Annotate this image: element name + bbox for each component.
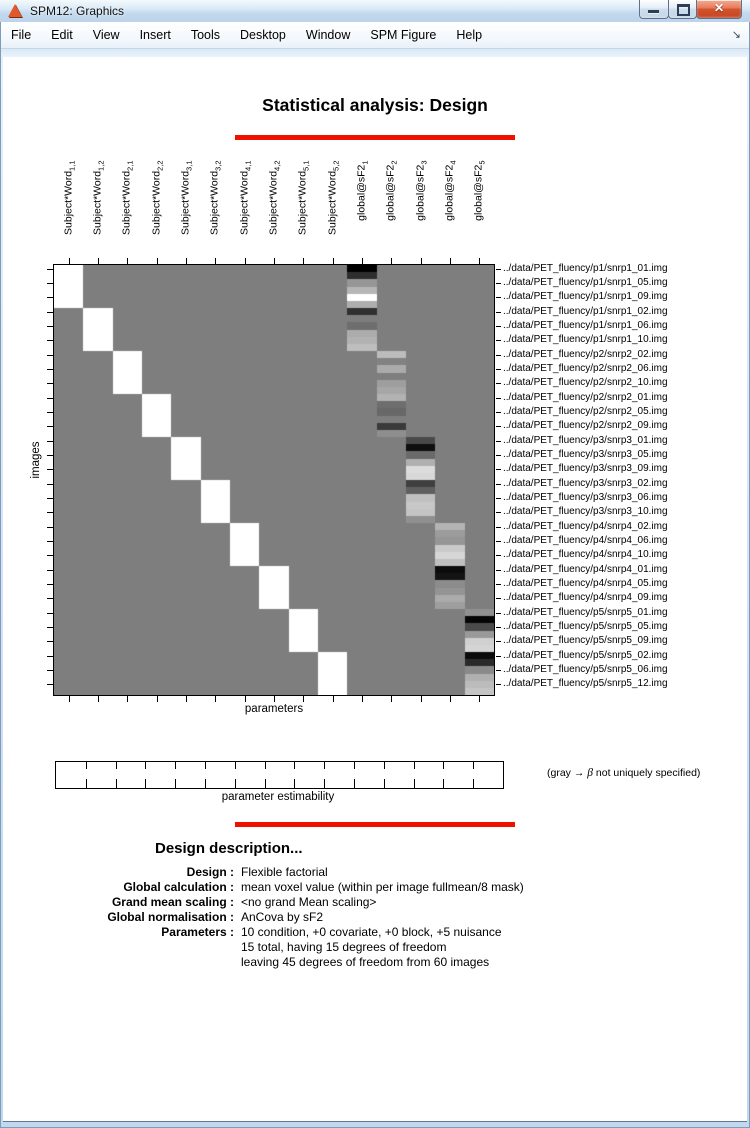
- description-label: Grand mean scaling :: [111, 895, 234, 909]
- matrix-col-label: Subject*Word$_{5,2}$: [326, 160, 341, 235]
- description-value: <no grand Mean scaling>: [241, 895, 377, 909]
- tick: [496, 656, 501, 657]
- estimability-cell-tick: [443, 762, 444, 769]
- tick: [496, 584, 501, 585]
- estimability-cell-tick: [354, 779, 355, 788]
- matrix-row-label: ../data/PET_fluency/p5/snrp5_06.img: [503, 663, 668, 675]
- tick: [303, 696, 304, 702]
- design-description-rows: [0, 865, 750, 970]
- estimability-cell-tick: [414, 779, 415, 788]
- matrix-row-label: ../data/PET_fluency/p3/snrp3_10.img: [503, 506, 668, 518]
- tick: [421, 258, 422, 264]
- tick: [47, 369, 53, 370]
- tick: [47, 269, 53, 270]
- tick: [496, 369, 501, 370]
- red-divider-top: [235, 135, 515, 140]
- matrix-row-label: ../data/PET_fluency/p2/snrp2_02.img: [503, 348, 668, 360]
- tick: [47, 598, 53, 599]
- estimability-cell-tick: [473, 762, 474, 769]
- tick: [47, 498, 53, 499]
- menu-item-insert[interactable]: Insert: [139, 28, 171, 42]
- matrix-row-label: ../data/PET_fluency/p5/snrp5_01.img: [503, 606, 668, 618]
- tick: [47, 613, 53, 614]
- matrix-col-label: $global@sF2_4$: [443, 160, 458, 221]
- tick: [245, 258, 246, 264]
- tick: [47, 441, 53, 442]
- tick: [47, 412, 53, 413]
- description-label: [0, 955, 234, 970]
- matrix-row-label: ../data/PET_fluency/p4/snrp4_10.img: [503, 549, 668, 561]
- matrix-col-label: Subject*Word$_{3,2}$: [208, 160, 223, 235]
- estimability-cell-tick: [384, 779, 385, 788]
- menu-item-help[interactable]: Help: [456, 28, 483, 42]
- tick: [496, 383, 501, 384]
- tick: [47, 484, 53, 485]
- tick: [47, 627, 53, 628]
- menu-item-tools[interactable]: Tools: [190, 28, 221, 42]
- tick: [496, 312, 501, 313]
- matrix-col-label: $global@sF2_3$: [414, 160, 429, 221]
- tick: [47, 383, 53, 384]
- matrix-col-label: Subject*Word$_{2,1}$: [120, 160, 135, 235]
- x-axis-label: parameters: [244, 703, 304, 715]
- tick: [496, 283, 501, 284]
- tick: [496, 684, 501, 685]
- red-divider-bottom: [235, 822, 515, 827]
- matrix-row-label: ../data/PET_fluency/p3/snrp3_06.img: [503, 491, 668, 503]
- tick: [362, 258, 363, 264]
- matrix-row-label: ../data/PET_fluency/p3/snrp3_01.img: [503, 434, 668, 446]
- estimability-cell-tick: [175, 762, 176, 769]
- tick: [496, 527, 501, 528]
- menu-item-edit[interactable]: Edit: [51, 28, 73, 42]
- description-row: [0, 955, 750, 970]
- tick: [362, 696, 363, 702]
- menu-item-window[interactable]: Window: [305, 28, 351, 42]
- matrix-row-label: ../data/PET_fluency/p2/snrp2_01.img: [503, 391, 668, 403]
- tick: [47, 469, 53, 470]
- tick: [47, 312, 53, 313]
- design-description-heading: Design description...: [155, 840, 303, 857]
- tick: [496, 355, 501, 356]
- tick: [496, 570, 501, 571]
- close-icon: ✕: [713, 1, 725, 15]
- matrix-row-label: ../data/PET_fluency/p4/snrp4_02.img: [503, 520, 668, 532]
- estimability-cell-tick: [414, 762, 415, 769]
- tick: [333, 258, 334, 264]
- matrix-row-label: ../data/PET_fluency/p2/snrp2_09.img: [503, 420, 668, 432]
- matrix-row-label: ../data/PET_fluency/p2/snrp2_06.img: [503, 362, 668, 374]
- matrix-row-label: ../data/PET_fluency/p1/snrp1_06.img: [503, 319, 668, 331]
- tick: [496, 469, 501, 470]
- matrix-row-label: ../data/PET_fluency/p4/snrp4_05.img: [503, 577, 668, 589]
- description-row: [0, 895, 750, 910]
- matrix-row-label: ../data/PET_fluency/p3/snrp3_09.img: [503, 463, 668, 475]
- tick: [47, 684, 53, 685]
- tick: [47, 656, 53, 657]
- matrix-row-label: ../data/PET_fluency/p1/snrp1_05.img: [503, 276, 668, 288]
- estimability-cell-tick: [145, 779, 146, 788]
- figure-title: Statistical analysis: Design: [262, 95, 488, 115]
- tick: [69, 258, 70, 264]
- tick: [47, 326, 53, 327]
- note-post: not uniquely specified): [593, 767, 701, 779]
- tick: [47, 584, 53, 585]
- estimability-cell-tick: [145, 762, 146, 769]
- estimability-cell-tick: [324, 762, 325, 769]
- y-axis-label: images: [30, 441, 42, 479]
- menu-item-desktop[interactable]: Desktop: [240, 28, 286, 42]
- matrix-row-label: ../data/PET_fluency/p5/snrp5_05.img: [503, 620, 668, 632]
- tick: [98, 258, 99, 264]
- tick: [450, 696, 451, 702]
- matrix-col-label: $global@sF2_2$: [384, 160, 399, 221]
- matrix-row-label: ../data/PET_fluency/p1/snrp1_01.img: [503, 262, 668, 274]
- tick: [496, 627, 501, 628]
- estimability-cell-tick: [205, 779, 206, 788]
- description-value: AnCova by sF2: [241, 910, 324, 924]
- description-label: [0, 940, 234, 955]
- matrix-col-label: $global@sF2_1$: [355, 160, 370, 221]
- description-value: Flexible factorial: [241, 865, 328, 879]
- description-value: 10 condition, +0 covariate, +0 block, +5 nuisance: [241, 925, 502, 939]
- estimability-cell-tick: [86, 762, 87, 769]
- description-label: Parameters :: [161, 925, 234, 939]
- tick: [496, 498, 501, 499]
- tick: [496, 412, 501, 413]
- matrix-row-label: ../data/PET_fluency/p4/snrp4_06.img: [503, 534, 668, 546]
- parameter-estimability-bar: [55, 761, 504, 789]
- tick: [47, 398, 53, 399]
- window-title: SPM12: Graphics: [30, 4, 125, 18]
- estimability-cell-tick: [294, 762, 295, 769]
- tick: [47, 512, 53, 513]
- tick: [47, 297, 53, 298]
- tick: [496, 269, 501, 270]
- tick: [496, 441, 501, 442]
- tick: [215, 696, 216, 702]
- estimability-cell-tick: [265, 762, 266, 769]
- menu-item-spm-figure[interactable]: SPM Figure: [370, 28, 437, 42]
- tick: [496, 297, 501, 298]
- estimability-cell-tick: [443, 779, 444, 788]
- tick: [496, 555, 501, 556]
- estimability-cell-tick: [294, 779, 295, 788]
- estimability-cell-tick: [235, 762, 236, 769]
- tick: [496, 455, 501, 456]
- tick: [47, 283, 53, 284]
- note-pre: (gray →: [547, 767, 588, 779]
- description-label: Global normalisation :: [107, 910, 234, 924]
- tick: [479, 258, 480, 264]
- tick: [215, 258, 216, 264]
- matrix-row-label: ../data/PET_fluency/p2/snrp2_05.img: [503, 405, 668, 417]
- design-matrix-frame: [53, 264, 495, 696]
- tick: [69, 696, 70, 702]
- tick: [303, 258, 304, 264]
- menu-item-view[interactable]: View: [92, 28, 120, 42]
- tick: [127, 696, 128, 702]
- tick: [391, 696, 392, 702]
- estimability-cell-tick: [265, 779, 266, 788]
- tick: [421, 696, 422, 702]
- matrix-row-label: ../data/PET_fluency/p1/snrp1_02.img: [503, 305, 668, 317]
- matrix-row-label: ../data/PET_fluency/p3/snrp3_05.img: [503, 448, 668, 460]
- estimability-cell-tick: [324, 779, 325, 788]
- tick: [47, 670, 53, 671]
- tick: [496, 398, 501, 399]
- matrix-col-label: Subject*Word$_{1,2}$: [91, 160, 106, 235]
- tick: [496, 613, 501, 614]
- tick: [391, 258, 392, 264]
- matrix-row-label: ../data/PET_fluency/p1/snrp1_10.img: [503, 334, 668, 346]
- tick: [496, 426, 501, 427]
- parameter-estimability-label: parameter estimability: [221, 791, 335, 803]
- tick: [186, 696, 187, 702]
- tick: [496, 340, 501, 341]
- description-row: [0, 925, 750, 940]
- matrix-col-label: $global@sF2_5$: [472, 160, 487, 221]
- tick: [496, 641, 501, 642]
- description-label: Global calculation :: [123, 880, 234, 894]
- description-row: [0, 910, 750, 925]
- tick: [496, 541, 501, 542]
- tick: [186, 258, 187, 264]
- tick: [274, 258, 275, 264]
- tick: [333, 696, 334, 702]
- tick: [47, 555, 53, 556]
- matrix-col-label: Subject*Word$_{5,1}$: [296, 160, 311, 235]
- tick: [496, 326, 501, 327]
- description-value: leaving 45 degrees of freedom from 60 images: [241, 955, 490, 969]
- tick: [47, 455, 53, 456]
- tick: [274, 696, 275, 702]
- matrix-row-label: ../data/PET_fluency/p4/snrp4_09.img: [503, 592, 668, 604]
- estimability-note: [547, 767, 700, 779]
- matrix-row-label: ../data/PET_fluency/p5/snrp5_12.img: [503, 678, 668, 690]
- tick: [157, 258, 158, 264]
- design-matrix-canvas: [54, 265, 494, 695]
- tick: [496, 598, 501, 599]
- tick: [47, 355, 53, 356]
- tick: [450, 258, 451, 264]
- matrix-row-label: ../data/PET_fluency/p2/snrp2_10.img: [503, 377, 668, 389]
- matrix-col-label: Subject*Word$_{4,1}$: [238, 160, 253, 235]
- tick: [47, 641, 53, 642]
- matrix-row-label: ../data/PET_fluency/p5/snrp5_02.img: [503, 649, 668, 661]
- tick: [47, 340, 53, 341]
- estimability-cell-tick: [116, 762, 117, 769]
- estimability-cell-tick: [86, 779, 87, 788]
- beta-symbol: β: [587, 767, 593, 779]
- estimability-cell-tick: [116, 779, 117, 788]
- description-label: Design :: [186, 865, 234, 879]
- matrix-row-label: ../data/PET_fluency/p4/snrp4_01.img: [503, 563, 668, 575]
- estimability-cell-tick: [205, 762, 206, 769]
- matrix-col-label: Subject*Word$_{4,2}$: [267, 160, 282, 235]
- estimability-cell-tick: [354, 762, 355, 769]
- tick: [496, 512, 501, 513]
- tick: [496, 670, 501, 671]
- description-row: [0, 940, 750, 955]
- matrix-col-label: Subject*Word$_{1,1}$: [62, 160, 77, 235]
- description-value: 15 total, having 15 degrees of freedom: [241, 940, 447, 954]
- estimability-cell-tick: [473, 779, 474, 788]
- tick: [479, 696, 480, 702]
- estimability-cell-tick: [235, 779, 236, 788]
- menu-item-file[interactable]: File: [11, 28, 32, 42]
- tick: [127, 258, 128, 264]
- tick: [98, 696, 99, 702]
- undock-arrow-icon[interactable]: ↘: [731, 29, 741, 41]
- matrix-col-label: Subject*Word$_{2,2}$: [150, 160, 165, 235]
- estimability-cell-tick: [175, 779, 176, 788]
- matrix-col-label: Subject*Word$_{3,1}$: [179, 160, 194, 235]
- tick: [47, 570, 53, 571]
- description-row: [0, 880, 750, 895]
- matrix-row-label: ../data/PET_fluency/p5/snrp5_09.img: [503, 635, 668, 647]
- estimability-cell-tick: [384, 762, 385, 769]
- tick: [47, 541, 53, 542]
- tick: [245, 696, 246, 702]
- tick: [157, 696, 158, 702]
- tick: [496, 484, 501, 485]
- description-row: [0, 865, 750, 880]
- tick: [47, 527, 53, 528]
- matrix-row-label: ../data/PET_fluency/p3/snrp3_02.img: [503, 477, 668, 489]
- matrix-row-label: ../data/PET_fluency/p1/snrp1_09.img: [503, 291, 668, 303]
- description-value: mean voxel value (within per image fullmean/8 mask): [241, 880, 524, 894]
- tick: [47, 426, 53, 427]
